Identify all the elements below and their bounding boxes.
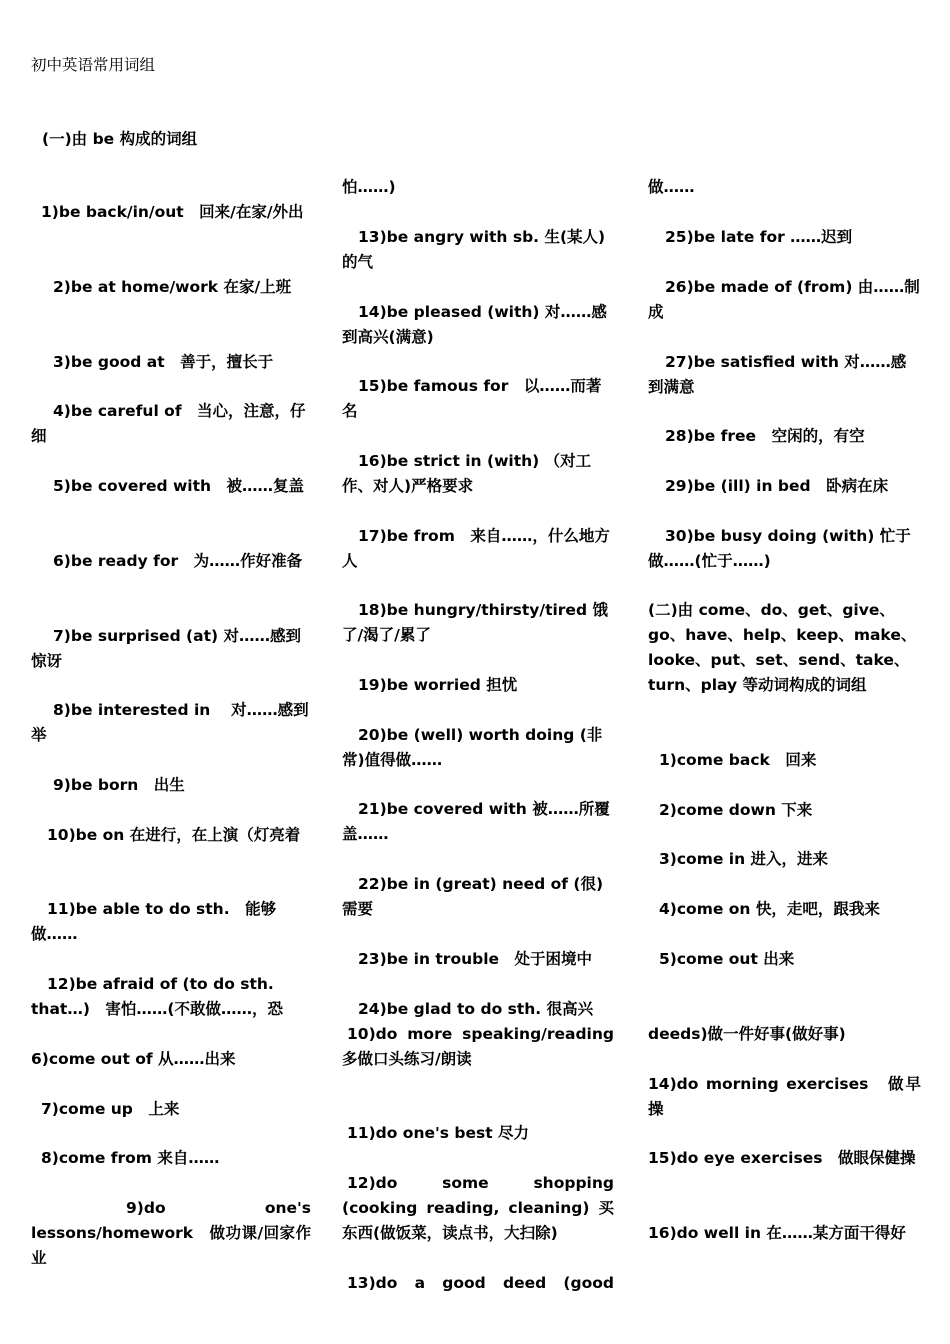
phrase-entry: 做…… [648, 178, 695, 196]
section-heading-be: (一)由 be 构成的词组 [42, 130, 198, 148]
phrase-entry: 28)be free 空闲的，有空 [665, 427, 865, 445]
phrase-entry: 15)be famous for 以……而著名 [342, 377, 602, 420]
phrase-entry: 1)come back 回来 [659, 751, 817, 769]
phrase-entry: 2)be at home/work 在家/上班 [53, 278, 292, 296]
phrase-entry: 怕……) [342, 178, 396, 196]
phrase-entry: 4)be careful of 当心，注意，仔细 [31, 402, 306, 445]
phrase-entry: 4)come on 快，走吧，跟我来 [659, 900, 880, 918]
phrase-entry: 7)come up 上来 [41, 1100, 180, 1118]
phrase-entry: 3)come in 进入，进来 [659, 850, 829, 868]
phrase-entry: (二)由 come、do、get、give、go、have、help、keep、make、looke、put、set、send、take、turn、play 等动词构成的词组 [648, 601, 917, 694]
phrase-entry: 16)do well in 在……某方面干得好 [648, 1224, 906, 1242]
phrase-entry: 14)be pleased (with) 对……感到高兴(满意) [342, 303, 607, 346]
phrase-entry: 19)be worried 担忧 [358, 676, 518, 694]
phrase-entry: 24)be glad to do sth. 很高兴 [358, 1000, 594, 1018]
phrase-entry: 27)be satisfied with 对……感到满意 [648, 353, 907, 396]
phrase-entry: 21)be covered with 被……所覆盖…… [342, 800, 610, 843]
phrase-entry: 8)be interested in 对……感到举 [31, 701, 309, 744]
phrase-entry: 7)be surprised (at) 对……感到惊讶 [31, 627, 301, 670]
phrase-entry: 10)do more speaking/reading 多做口头练习/朗读 [342, 1025, 630, 1068]
phrase-entry: 26)be made of (from) 由……制成 [648, 278, 920, 321]
phrase-entry: 6)be ready for 为……作好准备 [53, 552, 303, 570]
phrase-entry: 5)come out 出来 [659, 950, 795, 968]
phrase-entry: 12)be afraid of (to do sth. that…) 害怕……(不敢做……，恐 [31, 975, 283, 1018]
phrase-entry: 9)be born 出生 [53, 776, 185, 794]
phrase-entry: 29)be (ill) in bed 卧病在床 [665, 477, 889, 495]
phrase-entry: 3)be good at 善于，擅长于 [53, 353, 274, 371]
document-title: 初中英语常用词组 [31, 56, 156, 74]
phrase-entry: 30)be busy doing (with) 忙于做……(忙于……) [648, 527, 911, 570]
phrase-entry: 25)be late for ……迟到 [665, 228, 853, 246]
phrase-entry: 18)be hungry/thirsty/tired 饿了/渴了/累了 [342, 601, 608, 644]
phrase-entry: 13)be angry with sb. 生(某人)的气 [342, 228, 606, 271]
phrase-entry: 16)be strict in (with) （对工作、对人)严格要求 [342, 452, 592, 495]
phrase-entry: 1)be back/in/out 回来/在家/外出 [41, 203, 304, 221]
phrase-entry: 5)be covered with 被……复盖 [53, 477, 305, 495]
phrase-entry: 6)come out of 从……出来 [31, 1050, 236, 1068]
phrase-entry: 23)be in trouble 处于困境中 [358, 950, 593, 968]
phrase-entry: 22)be in (great) need of (很)需要 [342, 875, 604, 918]
phrase-entry: 12)do some shopping (cooking reading, cleaning) 买东西(做饭菜，读点书，大扫除) [342, 1174, 614, 1242]
phrase-entry: 17)be from 来自……，什么地方人 [342, 527, 610, 570]
phrase-entry: 15)do eye exercises 做眼保健操 [648, 1149, 916, 1167]
phrase-entry: 14)do morning exercises 做早操 [648, 1075, 921, 1118]
phrase-entry: 8)come from 来自…… [41, 1149, 220, 1167]
phrase-entry: 11)be able to do sth. 能够做…… [31, 900, 277, 943]
phrase-entry: 11)do one's best 尽力 [347, 1124, 529, 1142]
phrase-entry: 20)be (well) worth doing (非常)值得做…… [342, 726, 603, 769]
phrase-entry: deeds)做一件好事(做好事) [648, 1025, 846, 1043]
phrase-entry: 13)do a good deed (good [347, 1274, 614, 1292]
phrase-entry: 2)come down 下来 [659, 801, 813, 819]
phrase-entry: 9)do one's lessons/homework 做功课/回家作业 [31, 1199, 311, 1267]
phrase-entry: 10)be on 在进行，在上演（灯亮着 [47, 826, 301, 844]
